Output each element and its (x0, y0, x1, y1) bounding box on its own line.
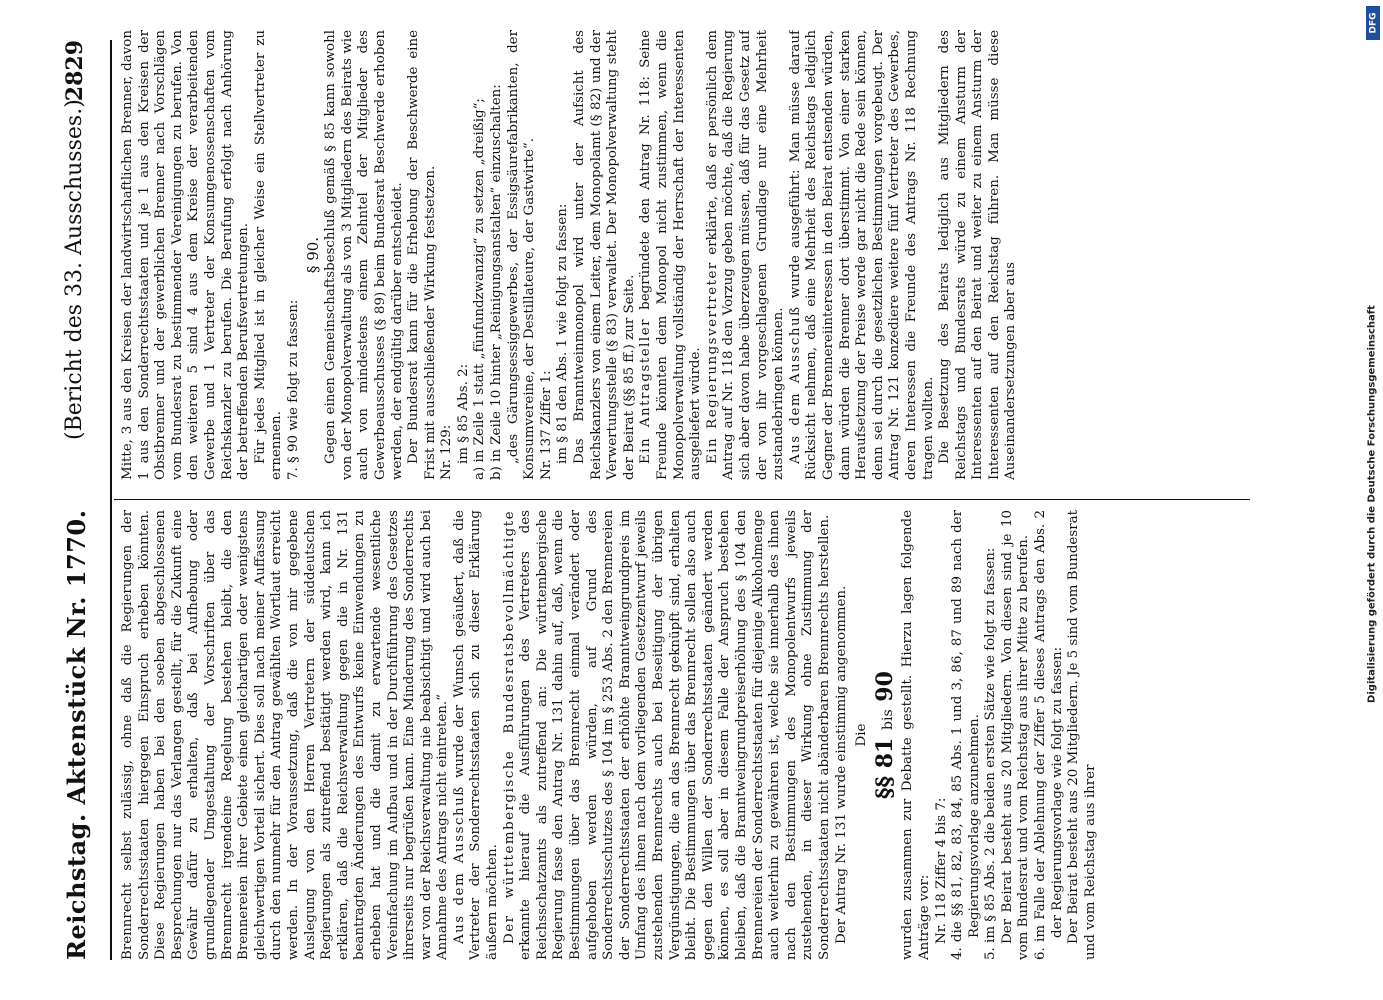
right-paragraph-7 (705, 30, 788, 480)
section-title (871, 510, 898, 960)
nr-129-heading: Nr. 129: (439, 424, 455, 480)
dfg-logo-text: DFG (1368, 12, 1379, 34)
header-rule (110, 40, 112, 960)
digitization-credit (1365, 14, 1379, 994)
right-p8-rest: wurde ausgeführt: Man müsse darauf Rücksicht nehmen, daß eine Mehrheit des Reichstags lediglich Gegner der Brennereiinteressen in den Beirat entsenden würden, dann würden die Brenner dort überstimmt. Von einer starken Heraufsetzung der Preise werde gar nicht die Rede sein können, denn sei durch die gesetzlichen Bestimmungen vorgebeugt. Der Antrag Nr. 121 konzediere weitere fünf Vertreter des Gewerbes, deren Interessen die Freunde des Antrags Nr. 118 Rechnung tragen wollten. (787, 30, 936, 480)
right-paragraph-3: Gegen einen Gemeinschaftsbeschluß gemäß § 85 kann sowohl von der Monopolverwaltung als von 3 Mitgliedern des Beirats wie auch von mindestens einem Zehntel der Mitglieder des Gewerbeausschusses (§ 89) beim Bundesrat Beschwerde erhoben werden, der endgültig darüber entscheidet. (323, 30, 405, 480)
left-column (120, 510, 1250, 960)
right-paragraph-6 (638, 30, 704, 480)
right-paragraph-5: Das Branntweinmonopol wird unter der Aufsicht des Reichskanzlers von einem Leiter, dem Monopolamt (§ 82) und der Verwertungsstelle (§ 83) verwaltet. Der Monopolverwaltung steht der Beirat (§§ 85 ff.) zur Seite. (572, 30, 637, 480)
left-p2-rest: wurde der Wunsch geäußert, daß die Vertreter der Sonderrechtsstaaten sich zu dieser Erklärung äußern möchten. (451, 510, 501, 960)
left-paragraph-6: Nr. 118 Ziffer 4 bis 7: (933, 797, 949, 944)
right-p6-rest: begründete den Antrag Nr. 118: Seine Freunde könnten dem Monopol nicht zustimmen, wenn die Monopolverwaltung vollständig der Herrschaft der Interessenten ausgeliefert würde. (638, 30, 704, 480)
left-item-5-text: Der Beirat besteht aus 20 Mitgliedern. Von diesen sind je 10 vom Bundesrat und vom Reichstag aus ihrer Mitte zu berufen. (999, 510, 1032, 960)
credit-text: Digitalisierung gefördert durch die Deutsche Forschungsgemeinschaft (1366, 305, 1378, 703)
nr-129-intro: im § 85 Abs. 2: (455, 363, 471, 464)
left-die: Die (854, 723, 870, 747)
right-paragraph-2: Für jedes Mitglied ist in gleicher Weise ein Stellvertreter zu ernennen. (252, 30, 285, 480)
document-page (50, 0, 1280, 1000)
right-paragraph-1: Mitte, 3 aus den Kreisen der landwirtschaftlichen Brenner, davon 1 aus den Sonderrechtsstaaten und je 1 aus den Kreisen der Obstbrenner und der gewerblichen Brenner nach Vorschlägen vom Bundesrat zu bestimmender Vereinigungen zu berufen. Von den weiteren 5 sind 4 aus dem Kreise der verarbeitenden Gewerbe und 1 Vertreter der Konsumgenossenschaften vom Reichskanzler zu berufen. Die Berufung erfolgt nach Anhörung der betreffenden Berufsvertretungen. (120, 30, 252, 480)
page-header (62, 40, 102, 960)
nr-129-item-b-text: „des Gärungsessiggewerbes, der Essigsäurefabrikanten, der Konsumvereine, der Destillateure, der Gastwirte“. (505, 30, 538, 480)
nr-137-heading: Nr. 137 Ziffer 1: (538, 370, 554, 480)
left-paragraph-5: wurden zusammen zur Debatte gestellt. Hierzu lagen folgende Anträge vor: (900, 510, 932, 960)
section-title-start: §§ 81 (871, 737, 898, 799)
section-title-end: 90 (871, 671, 898, 702)
column-divider (114, 499, 1250, 500)
right-p8-lead: Aus dem Ausschuß (787, 305, 803, 464)
nr-129-item-a: a) in Zeile 1 statt „fünfundzwanzig“ zu setzen „dreißig“; (472, 98, 488, 480)
right-paragraph-4: Der Bundesrat kann für die Erhebung der Beschwerde eine Frist mit ausschließender Wirkung festsetzen. (406, 30, 438, 480)
right-paragraph-9: Die Besetzung des Beirats lediglich aus Mitgliedern des Reichstags und Bundesrats würde zu einem Ansturm der Interessenten auf den Beirat und weiter zu einem Ansturm der Interessenten auf den Reichstag führen. Man müsse diese Auseinandersetzungen aber aus (937, 30, 1019, 480)
header-doc-number: Aktenstück Nr. 1770. (62, 509, 91, 805)
left-p2-lead: Aus dem Ausschuß (451, 785, 467, 944)
left-paragraph-2 (452, 510, 502, 960)
left-item-6: 6. im Falle der Ablehnung der Ziffer 5 dieses Antrags den Abs. 2 der Regierungsvorlage wie folgt zu fassen: (1033, 510, 1065, 960)
left-p3-rest: erkannte hierauf die Ausführungen des Vertreters des Reichsschatzamts als zutreffend an: Die württembergische Regierung fasse den Antrag Nr. 131 dahin auf, daß, wenn die Bestimmungen über das Brennrecht einmal verändert oder aufgehoben werden würden, auf Grund des Sonderrechtsschutzes des § 104 im § 253 Abs. 2 den Brennereien der Sonderrechtsstaaten der erhöhte Branntweingrundpreis im Umfang des ihnen nach dem vorliegenden Gesetzentwurf jeweils zustehenden Brennrechts auch bei Beseitigung der übrigen Vergünstigungen, die an das Brennrecht geknüpft sind, erhalten bleibt. Die Bestimmungen über das Brennrecht sollen also auch gegen den Willen der Sonderrechtsstaaten geändert werden können, es soll aber in diesem Falle der Anspruch bestehen bleiben, daß die Branntweingrundpreiserhöhung des § 104 den Brennereien der Sonderrechtsstaaten für diejenige Alkoholmenge auch weiterhin zu gewähren ist, welche sie innerhalb des ihnen nach den Bestimmungen des Monopolentwurfs jeweils zustehenden, in dieser Wirkung ohne Zustimmung der Sonderrechtsstaaten nicht abänderbaren Brennrechts herstellen. (518, 510, 832, 960)
page-number: 2829 (62, 40, 88, 102)
right-p7-lead: Ein Regierungsvertreter (704, 261, 720, 464)
right-item-7: 7. § 90 wie folgt zu fassen: (285, 299, 301, 480)
right-p7-rest: erklärte, daß er persönlich dem Antrag auf Nr. 118 den Vorzug geben möchte, daß die Regierung sich aber davon habe überzeugen müssen, daß für das Gesetz auf der von ihr vorgeschlagenen Grundlage nur eine Mehrheit zustandebringen können. (704, 30, 787, 480)
left-item-6-text: Der Beirat besteht aus 20 Mitgliedern. Je 5 sind vom Bundesrat und vom Reichstag aus ihrer (1066, 510, 1098, 960)
left-item-5: 5. im § 85 Abs. 2 die beiden ersten Sätze wie folgt zu fassen: (983, 547, 999, 960)
right-p6-lead: Ein Antragsteller (638, 317, 654, 464)
left-p3-lead: Der württembergische Bundesratsbevollmächtigte (501, 510, 517, 944)
left-paragraph-4: Der Antrag Nr. 131 wurde einstimmig angenommen. (833, 585, 849, 944)
nr-137-intro: im § 81 den Abs. 1 wie folgt zu fassen: (555, 203, 571, 464)
header-left (62, 510, 91, 961)
nr-129-item-b: b) in Zeile 10 hinter „Reinigungsanstalten“ einzuschalten: (489, 84, 505, 480)
header-center: (Bericht des 33. Ausschusses.) (62, 99, 87, 440)
right-paragraph-8 (788, 30, 937, 480)
left-item-4: 4. die §§ 81, 82, 83, 84, 85 Abs. 1 und 3, 86, 87 und 89 nach der Regierungsvorlage anzunehmen. (950, 510, 982, 960)
left-paragraph-1: Brennrecht selbst zulässig, ohne daß die Regierungen der Sonderrechtsstaaten hiergegen Einspruch erheben könnten. Diese Regierungen haben bei den soeben abgeschlossenen Besprechungen nur das Verlangen gestellt, für die Zukunft eine Gewähr dafür zu erhalten, daß bei Aufhebung oder grundlegender Umgestaltung der Vorschriften über das Brennrecht irgendeine Regelung bestehen bleibt, die den Brennereien ihrer Gebiete einen gleichartigen oder wenigstens gleichwertigen Vorteil sichert. Dies soll nach meiner Auffassung durch den nunmehr für den Antrag gewählten Wortlaut erreicht werden. In der Voraussetzung, daß die von mir gegebene Auslegung von den Herren Vertretern der süddeutschen Regierungen als zutreffend bestätigt werden wird, kann ich erklären, daß die Reichsverwaltung gegen die in Nr. 131 beantragten Änderungen des Entwurfs keine Einwendungen zu erheben hat und die damit zu erwartende wesentliche Vereinfachung im Aufbau und in der Durchführung des Gesetzes ihrerseits nur begrüßen kann. Eine Minderung des Sonderrechts war von der Reichsverwaltung nie beabsichtigt und wird auch bei Annahme des Antrags nicht eintreten.“ (120, 510, 451, 960)
right-column (120, 30, 1250, 480)
paragraph-90-heading: § 90. (303, 236, 322, 274)
header-reichstag: Reichstag. (62, 813, 91, 960)
left-paragraph-3 (502, 510, 834, 960)
section-title-bis: bis (879, 709, 896, 730)
